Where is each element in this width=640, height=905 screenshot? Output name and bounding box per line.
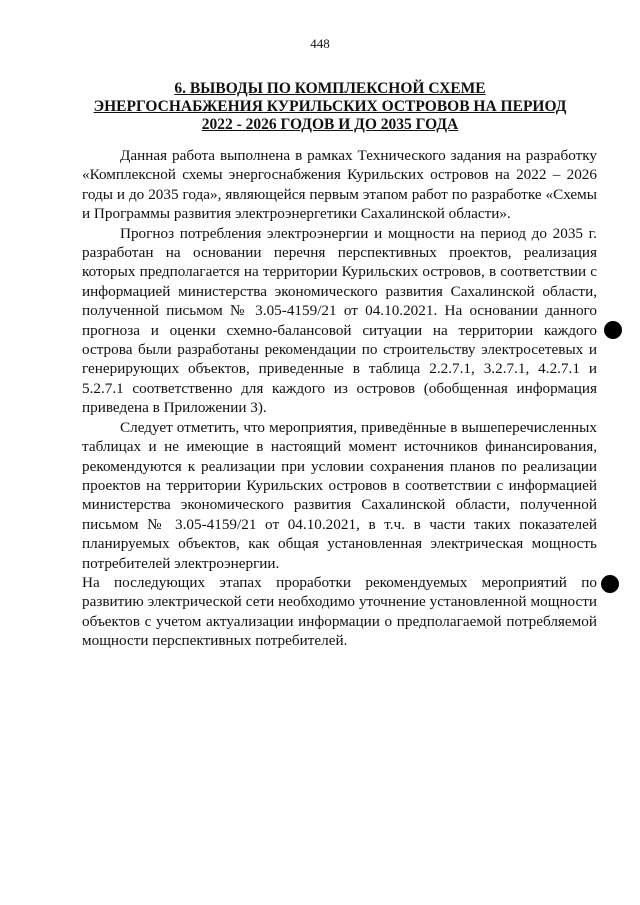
paragraph-3: Следует отметить, что мероприятия, приведённые в вышеперечисленных таблицах и не имеющие в настоящий момент источников финансирования, рекомендуются к реализации при условии сохранения планов по реализации проектов на территории Курильских островов в соответствии с информацией министерства экономического развития Сахалинской области, полученной письмом № 3.05-4159/21 от 04.10.2021, в т.ч. в части таких показателей планируемых объектов, как общая установленная электрическая мощность потребителей электроэнергии.: [82, 418, 597, 572]
heading-line-1: 6. ВЫВОДЫ ПО КОМПЛЕКСНОЙ СХЕМЕ: [174, 80, 486, 97]
page-number: 448: [310, 36, 330, 51]
paragraph-1: Данная работа выполнена в рамках Технического задания на разработку «Комплексной схемы энергоснабжения Курильских островов на 2022 – 2026 годы и до 2035 года», являющейся первым этапом работ по разработке «Схемы и Программы развития электроэнергетики Сахалинской области».: [82, 147, 597, 223]
heading-line-2: ЭНЕРГОСНАБЖЕНИЯ КУРИЛЬСКИХ ОСТРОВОВ НА ПЕРИОД: [93, 98, 567, 115]
paragraph-4: На последующих этапах проработки рекомендуемых мероприятий по развитию электрической сети необходимо уточнение установленной мощности объектов с учетом актуализации информации о предполагаемой потребляемой мощности перспективных потребителей.: [82, 573, 597, 650]
paragraph-2: Прогноз потребления электроэнергии и мощности на период до 2035 г. разработан на основании перечня перспективных проектов, реализация которых предполагается на территории Курильских островов, в соответствии с информацией министерства экономического развития Сахалинской области, полученной письмом № 3.05-4159/21 от 04.10.2021. На основании данного прогноза и оценки схемно-балансовой ситуации на территории каждого острова были разработаны рекомендации по строительству электросетевых и генерирующих объектов, приведенные в таблица 2.2.7.1, 3.2.7.1, 4.2.7.1 и 5.2.7.1 соответственно для каждого из островов (обобщенная информация приведена в Приложении 3).: [82, 224, 597, 417]
punch-hole-mark: [601, 575, 619, 593]
heading-line-3: 2022 - 2026 ГОДОВ И ДО 2035 ГОДА: [201, 116, 459, 133]
punch-hole-mark: [604, 321, 622, 339]
document-body: [82, 146, 597, 651]
section-heading: [80, 80, 580, 134]
